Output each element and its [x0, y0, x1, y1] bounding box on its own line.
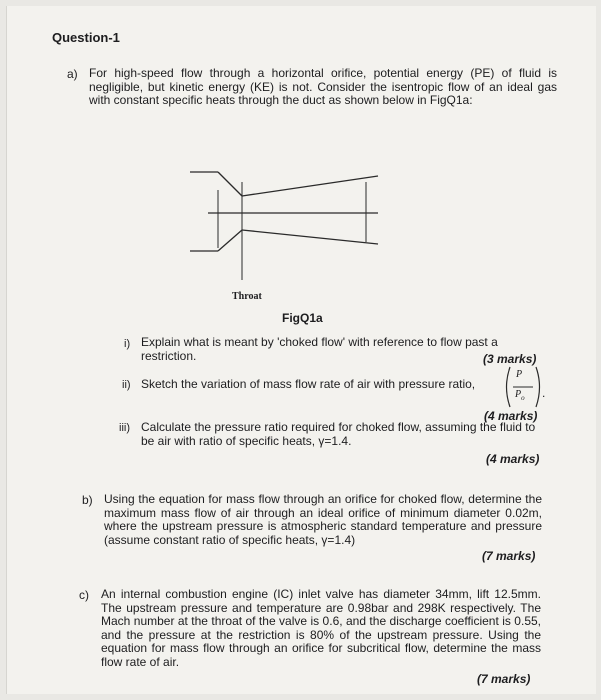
duct-bottom-wall-diverging: [242, 230, 378, 244]
part-a-label: a): [67, 67, 78, 81]
question-title: Question-1: [52, 30, 120, 45]
duct-diagram: [190, 160, 440, 295]
sub-iii-marks: (4 marks): [486, 452, 540, 466]
sub-ii-marks: (4 marks): [484, 409, 538, 423]
part-c-text: An internal combustion engine (IC) inlet valve has diameter 34mm, lift 12.5mm. The upstream pressure and temperature are 0.98bar and 298K respectively. The Mach number at the throat of the valve is 0.6, and the discharge coefficient is 0.55, and the pressure at the restriction is 80% of the upstream pressure. Using the equation for mass flow through an orifice for subcritical flow, determine the mass flow rate of air.: [101, 587, 541, 669]
fraction-numerator: P: [516, 369, 523, 380]
sub-i-marks: (3 marks): [483, 352, 537, 366]
part-b-marks: (7 marks): [482, 549, 536, 563]
pressure-ratio-brackets: [502, 365, 544, 409]
duct-bottom-wall-converging: [218, 230, 242, 251]
sub-i-text: Explain what is meant by 'choked flow' with reference to flow past a restriction.: [141, 335, 498, 363]
part-c-label: c): [79, 588, 89, 602]
figure-caption: FigQ1a: [282, 311, 323, 325]
sub-i-label: i): [124, 338, 131, 350]
sub-ii-label: ii): [122, 379, 131, 391]
sub-ii-text: Sketch the variation of mass flow rate of air with pressure ratio,: [141, 377, 476, 391]
sentence-period: .: [542, 386, 546, 400]
part-b-text: Using the equation for mass flow through an orifice for choked flow, determine the maximum mass flow of air through an ideal orifice of minimum diameter 0.02m, where the upstream pressure is atmospheric standard temperature and pressure (assume constant ratio of specific heats, γ=1.4): [104, 492, 542, 547]
sub-iii-text: Calculate the pressure ratio required for choked flow, assuming the fluid to be air with ratio of specific heats, γ=1.4.: [141, 420, 536, 448]
part-c-marks: (7 marks): [477, 672, 531, 686]
part-a-text: For high-speed flow through a horizontal orifice, potential energy (PE) of fluid is negligible, but kinetic energy (KE) is not. Consider the isentropic flow of an ideal gas with constant specific heats through the duct as shown below in FigQ1a:: [89, 66, 557, 107]
part-b-label: b): [82, 493, 93, 507]
sub-iii-label: iii): [119, 422, 130, 434]
fraction-denominator: $P_o$: [515, 389, 525, 402]
duct-top-wall-converging: [218, 172, 242, 196]
throat-label: Throat: [232, 291, 262, 302]
duct-top-wall-diverging: [242, 176, 378, 196]
